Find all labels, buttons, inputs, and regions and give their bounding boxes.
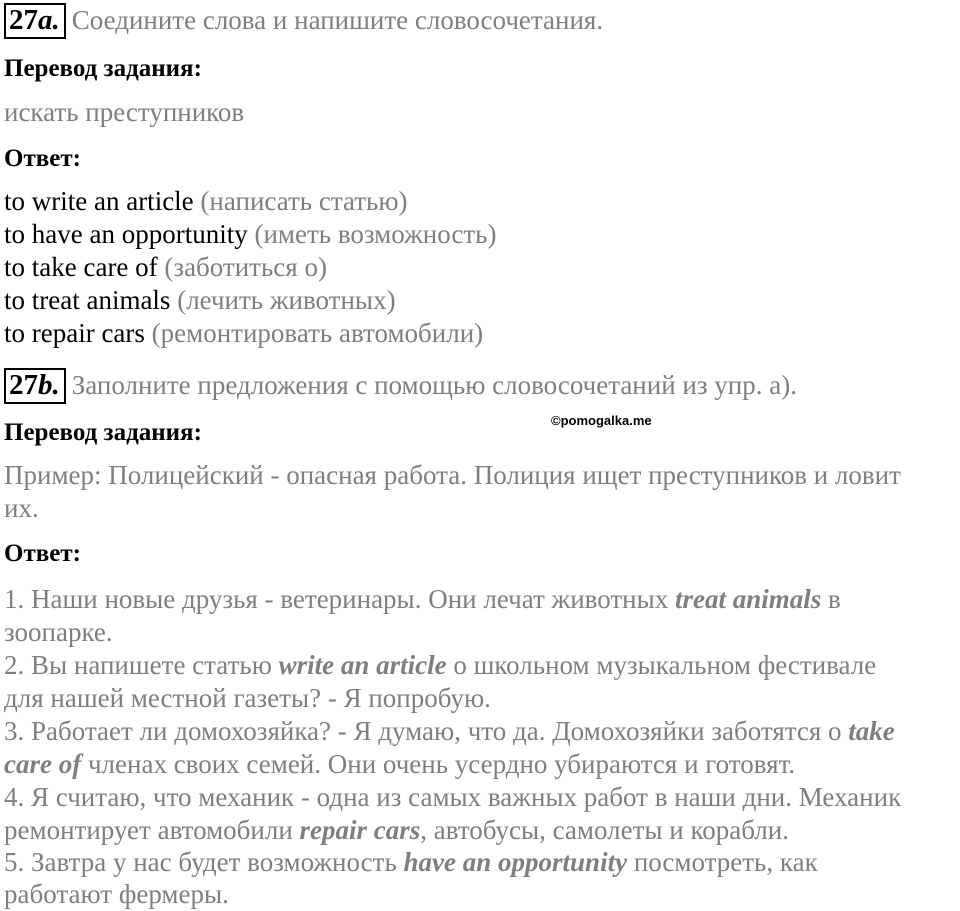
answer-item: to treat animals (лечить животных) (4, 285, 396, 315)
answer-item: to write an article (написать статью) (4, 186, 408, 216)
task-b-answer-heading: Ответ: (4, 540, 81, 567)
watermark: ©pomogalka.me (551, 413, 652, 428)
task-b-translation-line-1: Пример: Полицейский - опасная работа. Полиция ищет преступников и ловит (4, 460, 901, 490)
task-a-answer-heading: Ответ: (4, 145, 81, 172)
task-b-number-box: 27b. (4, 368, 66, 404)
task-b-translation-heading: Перевод задания: (4, 419, 202, 446)
task-a-instruction: Соедините слова и напишите словосочетания. (71, 5, 604, 35)
answer-phrase: repair cars (299, 815, 421, 845)
sentence-5-line-2: работают фермеры. (4, 879, 229, 909)
answer-phrase: write an article (278, 650, 447, 680)
answer-phrase: treat animals (675, 584, 822, 614)
sentence-1-line-2: зоопарке. (4, 617, 113, 647)
sentence-3-line-1: 3. Работает ли домохозяйка? - Я думаю, что да. Домохозяйки заботятся о take (4, 716, 895, 746)
answer-phrase: care of (4, 749, 82, 779)
sentence-5-line-1: 5. Завтра у нас будет возможность have an opportunity посмотреть, как (4, 847, 818, 877)
sentence-2-line-2: для нашей местной газеты? - Я попробую. (4, 683, 491, 713)
answer-item: to repair cars (ремонтировать автомобили) (4, 318, 484, 348)
sentence-3-line-2: care of членах своих семей. Они очень усердно убираются и готовят. (4, 749, 796, 779)
task-a-header (4, 3, 603, 39)
task-a-translation-heading: Перевод задания: (4, 55, 202, 82)
sentence-4-line-1: 4. Я считаю, что механик - одна из самых важных работ в наши дни. Механик (4, 782, 902, 812)
answer-phrase: take (848, 716, 895, 746)
task-a-number-box: 27a. (4, 3, 66, 39)
answer-phrase: have an opportunity (403, 847, 628, 877)
sentence-1-line-1: 1. Наши новые друзья - ветеринары. Они лечат животных treat animals в (4, 584, 841, 614)
answer-item: to take care of (заботиться о) (4, 252, 327, 282)
task-b-header (4, 368, 797, 404)
task-b-instruction: Заполните предложения с помощью словосочетаний из упр. а). (71, 370, 797, 400)
task-b-translation-line-2: их. (4, 493, 39, 523)
task-a-translation-text: искать преступников (4, 97, 245, 127)
sentence-4-line-2: ремонтирует автомобили repair cars, автобусы, самолеты и корабли. (4, 815, 789, 845)
answer-item: to have an opportunity (иметь возможность) (4, 219, 497, 249)
sentence-2-line-1: 2. Вы напишете статью write an article о школьном музыкальном фестивале (4, 650, 877, 680)
